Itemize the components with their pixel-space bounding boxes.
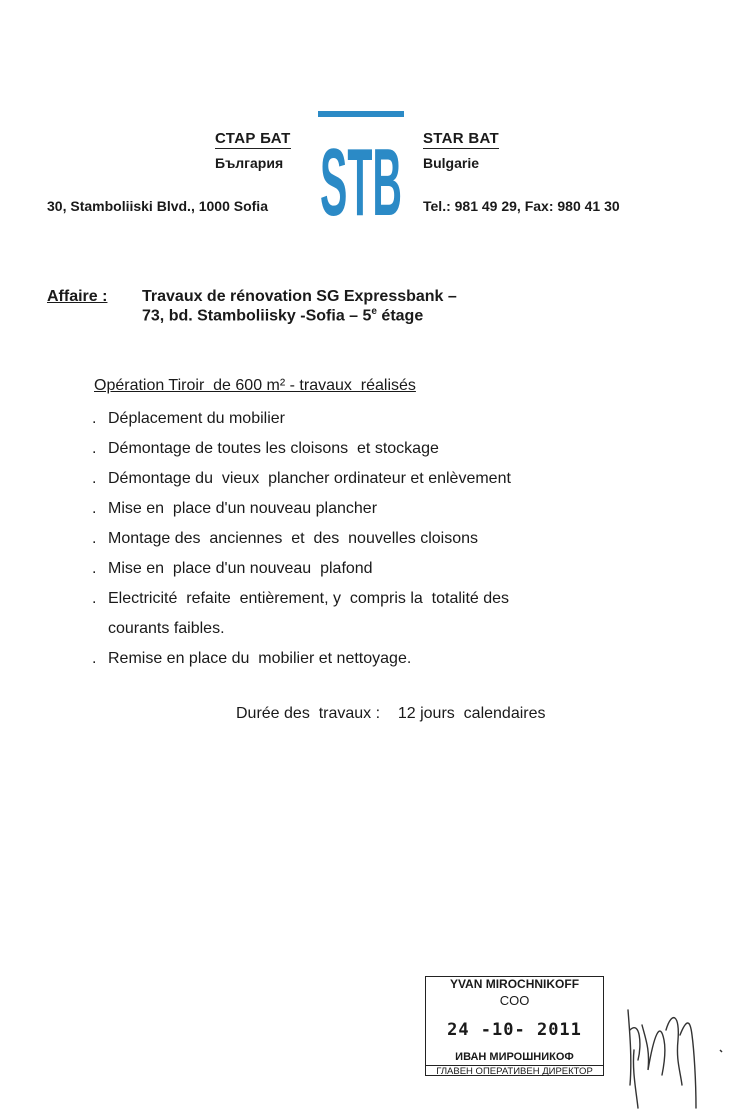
stamp-date: 24 -10- 2011 bbox=[447, 1020, 582, 1040]
bullet: . bbox=[92, 440, 97, 457]
bullet: . bbox=[92, 500, 97, 517]
stamp-role-cyrillic: ГЛАВЕН ОПЕРАТИВЕН ДИРЕКТОР bbox=[426, 1065, 603, 1077]
company-name-fr: STAR BAT bbox=[423, 130, 500, 147]
bullet: . bbox=[92, 590, 97, 607]
company-name-bg-block bbox=[215, 130, 303, 171]
list-item bbox=[92, 494, 511, 524]
affaire-line-1-text: Travaux de rénovation SG Expressbank – bbox=[142, 288, 457, 305]
list-item-text: Remise en place du mobilier et nettoyage. bbox=[108, 650, 412, 667]
list-item-text: Démontage de toutes les cloisons et stockage bbox=[108, 440, 439, 457]
list-item bbox=[92, 464, 511, 494]
list-item-text: courants faibles. bbox=[108, 620, 225, 637]
stb-logo bbox=[318, 111, 404, 223]
company-name-fr-block bbox=[423, 130, 523, 171]
list-item-text: Electricité refaite entièrement, y compris la totalité des bbox=[108, 590, 510, 607]
list-item bbox=[92, 644, 511, 674]
list-item-text: Mise en place d'un nouveau plancher bbox=[108, 500, 378, 517]
bullet: . bbox=[92, 470, 97, 487]
list-item bbox=[92, 434, 511, 464]
affaire-label: Affaire : bbox=[47, 288, 108, 305]
list-item-text: Montage des anciennes et des nouvelles cloisons bbox=[108, 530, 479, 547]
list-item-continuation bbox=[92, 614, 511, 644]
duration-text: Durée des travaux : 12 jours calendaires bbox=[236, 705, 546, 722]
company-country-bg: България bbox=[215, 155, 284, 171]
company-country-fr: Bulgarie bbox=[423, 155, 480, 171]
logo-text: STB bbox=[320, 129, 402, 223]
bullet: . bbox=[92, 410, 97, 427]
company-address: 30, Stamboliiski Blvd., 1000 Sofia bbox=[47, 198, 268, 214]
signature bbox=[620, 990, 730, 1110]
stamp-role: COO bbox=[499, 993, 530, 1008]
official-stamp bbox=[425, 976, 604, 1076]
list-item bbox=[92, 584, 511, 614]
list-item bbox=[92, 554, 511, 584]
list-item-text: Démontage du vieux plancher ordinateur et enlèvement bbox=[108, 470, 511, 487]
list-item bbox=[92, 404, 511, 434]
company-name-bg: СТАР БАТ bbox=[215, 130, 291, 147]
stamp-name-cyrillic: ИВАН МИРОШНИКОФ bbox=[455, 1051, 574, 1063]
bullet: . bbox=[92, 530, 97, 547]
list-item-text: Déplacement du mobilier bbox=[108, 410, 285, 427]
affaire-superscript: e bbox=[371, 306, 377, 317]
affaire-line-2-text: 73, bd. Stamboliisky -Sofia – 5 bbox=[142, 307, 372, 325]
operation-list bbox=[92, 404, 511, 674]
affaire-line-2-tail: étage bbox=[376, 307, 424, 325]
affaire-line-2 bbox=[142, 306, 423, 325]
bullet: . bbox=[92, 650, 97, 667]
operation-title: Opération Tiroir de 600 m² - travaux réalisés bbox=[94, 377, 416, 394]
list-item-text: Mise en place d'un nouveau plafond bbox=[108, 560, 373, 577]
company-contact: Tel.: 981 49 29, Fax: 980 41 30 bbox=[423, 198, 620, 214]
affaire-line-1 bbox=[142, 288, 457, 306]
stamp-name: YVAN MIROCHNIKOFF bbox=[449, 977, 580, 991]
bullet: . bbox=[92, 560, 97, 577]
list-item bbox=[92, 524, 511, 554]
